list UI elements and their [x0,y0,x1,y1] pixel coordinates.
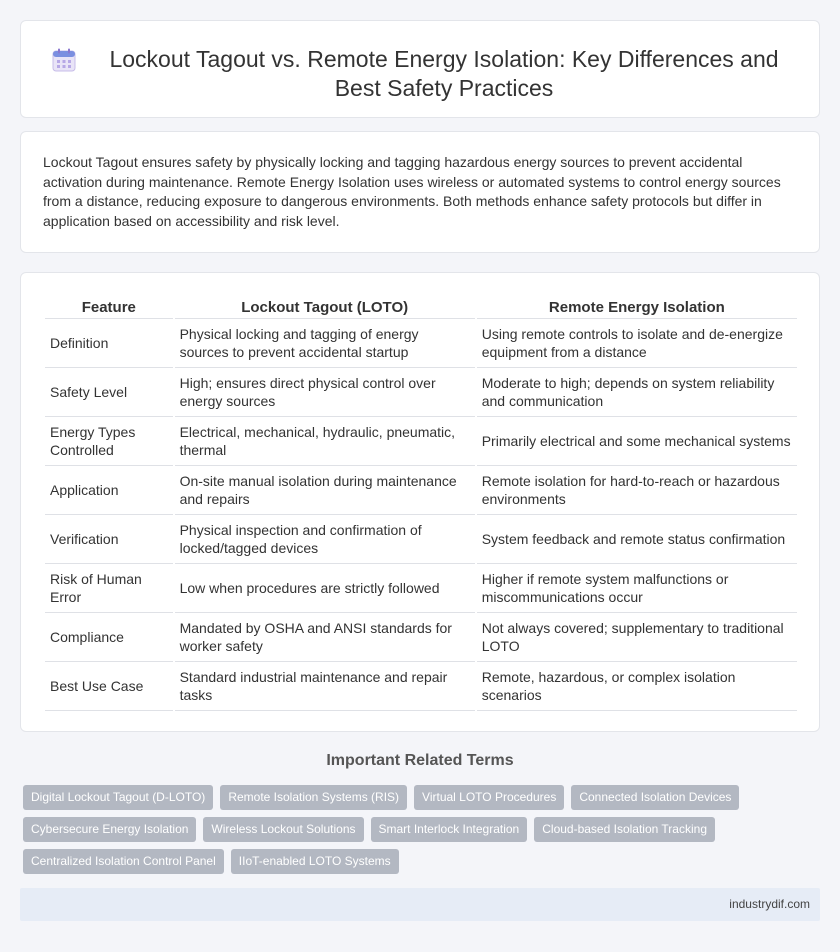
loto-cell: On-site manual isolation during maintenance and repairs [175,466,475,515]
related-terms-title: Important Related Terms [326,752,514,769]
table-row [45,466,797,515]
table-row [45,368,797,417]
loto-cell: Low when procedures are strictly followed [175,564,475,613]
feature-cell: Definition [45,319,173,368]
feature-cell: Application [45,466,173,515]
page-title: Lockout Tagout vs. Remote Energy Isolation: Key Differences and Best Safety Practices [109,46,779,101]
remote-cell: Moderate to high; depends on system reliability and communication [477,368,797,417]
loto-cell: Standard industrial maintenance and repair tasks [175,662,475,711]
table-row [45,662,797,711]
footer [20,888,820,921]
table-row [45,564,797,613]
feature-cell: Verification [45,515,173,564]
remote-cell: Remote isolation for hard-to-reach or hazardous environments [477,466,797,515]
related-terms-list [23,785,803,881]
remote-cell: System feedback and remote status confirmation [477,515,797,564]
header-remote: Remote Energy Isolation [477,295,797,319]
header-loto: Lockout Tagout (LOTO) [175,295,475,319]
loto-cell: Mandated by OSHA and ANSI standards for worker safety [175,613,475,662]
table-header-row [45,295,797,319]
comparison-table-card [20,272,820,732]
remote-cell: Remote, hazardous, or complex isolation scenarios [477,662,797,711]
related-term-tag[interactable]: Digital Lockout Tagout (D-LOTO) [23,785,213,810]
intro-paragraph: Lockout Tagout ensures safety by physically locking and tagging hazardous energy sources to prevent accidental activation during maintenance. Remote Energy Isolation uses wireless or automated systems to control energy sources from a distance, reducing exposure to dangerous environments. Both methods enhance safety protocols but differ in application based on accessibility and risk level. [43,154,781,229]
feature-cell: Risk of Human Error [45,564,173,613]
remote-cell: Not always covered; supplementary to traditional LOTO [477,613,797,662]
remote-cell: Primarily electrical and some mechanical systems [477,417,797,466]
remote-cell: Higher if remote system malfunctions or miscommunications occur [477,564,797,613]
related-term-tag[interactable]: Remote Isolation Systems (RIS) [220,785,407,810]
feature-cell: Energy Types Controlled [45,417,173,466]
feature-cell: Best Use Case [45,662,173,711]
feature-cell: Compliance [45,613,173,662]
loto-cell: High; ensures direct physical control over energy sources [175,368,475,417]
related-term-tag[interactable]: Centralized Isolation Control Panel [23,849,224,874]
table-row [45,319,797,368]
comparison-table [43,295,799,711]
feature-cell: Safety Level [45,368,173,417]
intro-card [20,131,820,253]
loto-cell: Physical inspection and confirmation of locked/tagged devices [175,515,475,564]
footer-site-link[interactable]: industrydif.com [729,897,810,911]
related-term-tag[interactable]: IIoT-enabled LOTO Systems [231,849,399,874]
header-card [20,20,820,118]
related-term-tag[interactable]: Virtual LOTO Procedures [414,785,564,810]
header-feature: Feature [45,295,173,319]
related-term-tag[interactable]: Cloud-based Isolation Tracking [534,817,715,842]
remote-cell: Using remote controls to isolate and de-energize equipment from a distance [477,319,797,368]
related-term-tag[interactable]: Connected Isolation Devices [571,785,739,810]
loto-cell: Electrical, mechanical, hydraulic, pneumatic, thermal [175,417,475,466]
related-term-tag[interactable]: Smart Interlock Integration [371,817,528,842]
related-term-tag[interactable]: Wireless Lockout Solutions [203,817,363,842]
table-row [45,515,797,564]
loto-cell: Physical locking and tagging of energy sources to prevent accidental startup [175,319,475,368]
table-row [45,613,797,662]
calendar-icon [51,47,77,73]
related-term-tag[interactable]: Cybersecure Energy Isolation [23,817,196,842]
table-row [45,417,797,466]
